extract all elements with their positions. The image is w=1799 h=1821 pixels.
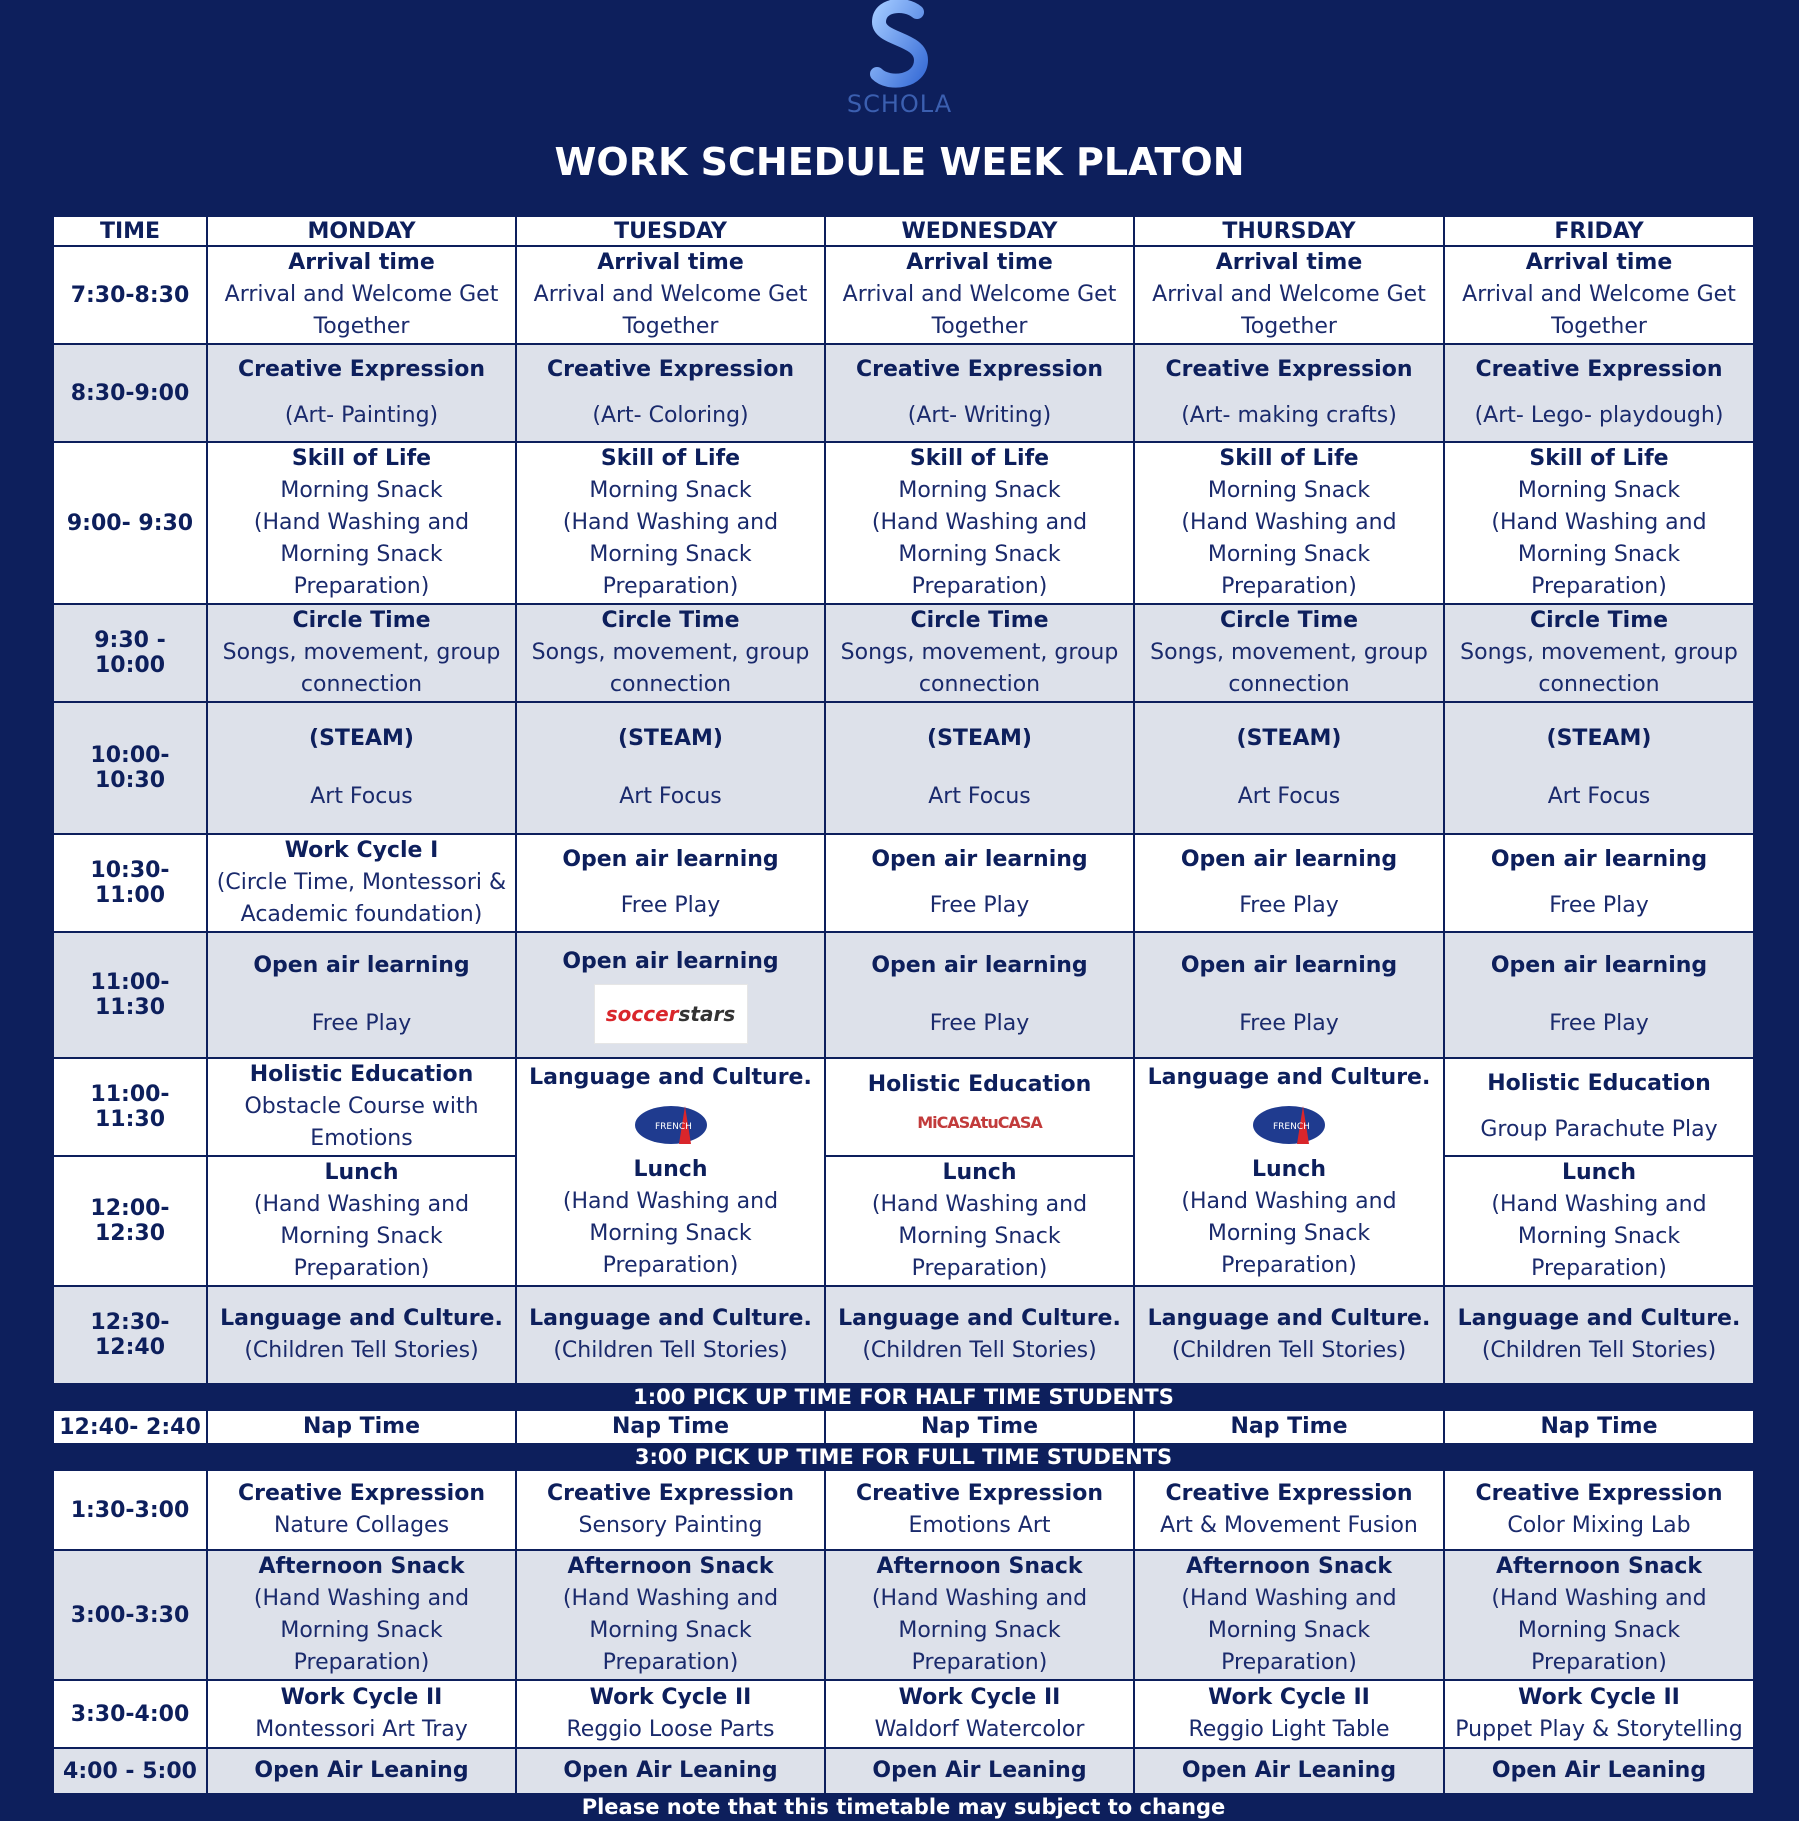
activity-title: Work Cycle II [1208,1685,1370,1710]
banner-full-time: 3:00 PICK UP TIME FOR FULL TIME STUDENTS [53,1444,1754,1470]
activity-cell [207,1748,516,1794]
activity-desc: (Children Tell Stories) [244,1338,479,1363]
activity-title: Afternoon Snack [876,1554,1083,1579]
activity-title: Creative Expression [547,357,794,382]
activity-desc: Sensory Painting [578,1513,763,1538]
time-cell: 10:00-10:30 [53,702,207,834]
activity-title: Holistic Education [249,1062,474,1087]
time-cell: 9:00- 9:30 [53,442,207,604]
activity-cell [516,834,825,932]
activity-cell [825,1550,1134,1680]
row-open-air-learning [53,932,1754,1058]
activity-cell [207,344,516,442]
activity-cell [1134,246,1444,344]
activity-cell [1134,702,1444,834]
time-cell: 7:30-8:30 [53,246,207,344]
activity-desc: (Hand Washing and Morning Snack Preparation) [871,1192,1088,1281]
activity-title: Nap Time [302,1414,421,1439]
activity-desc: (Hand Washing and Morning Snack Preparation) [562,510,779,599]
activity-desc: Reggio Light Table [1188,1717,1390,1742]
activity-cell [1134,1410,1444,1444]
activity-title: Afternoon Snack [1185,1554,1393,1579]
header-thursday: THURSDAY [1134,216,1444,246]
activity-desc: (Hand Washing and Morning Snack Preparation) [1181,510,1397,599]
row-steam [53,702,1754,834]
activity-title: Arrival time [906,250,1053,275]
activity-title: Language and Culture. [529,1065,812,1090]
activity-title: Nap Time [1230,1414,1348,1439]
activity-title: Open Air Leaning [254,1758,469,1783]
activity-cell [825,344,1134,442]
time-cell: 12:00-12:30 [53,1156,207,1286]
activity-desc: Songs, movement, group connection [1150,640,1428,697]
activity-cell [1134,344,1444,442]
activity-title: (STEAM) [1546,726,1652,751]
activity-desc: (Children Tell Stories) [862,1338,1097,1363]
activity-desc: Songs, movement, group connection [1460,640,1738,697]
row-circle-time [53,604,1754,702]
activity-desc: (Hand Washing and Morning Snack Preparation) [253,1192,470,1281]
activity-title: Circle Time [1529,608,1669,633]
activity-cell [1444,702,1754,834]
activity-cell [516,1550,825,1680]
activity-cell [207,246,516,344]
activity-desc: Art Focus [928,784,1031,809]
soccerstars-logo [594,984,748,1044]
activity-title: Arrival time [1215,250,1363,275]
activity-cell [825,246,1134,344]
activity-cell [825,1470,1134,1550]
footer-row [53,1794,1754,1820]
activity-title: Open air learning [1180,953,1398,978]
activity-desc: Arrival and Welcome Get Together [533,282,808,339]
activity-desc: Morning Snack [589,478,752,503]
activity-cell [1444,1470,1754,1550]
activity-cell [516,932,825,1058]
time-cell: 3:30-4:00 [53,1680,207,1748]
activity-title: Language and Culture. [838,1306,1121,1331]
banner-half-time: 1:00 PICK UP TIME FOR HALF TIME STUDENTS [53,1384,1754,1410]
activity-desc: Puppet Play & Storytelling [1455,1717,1743,1742]
activity-title: Open air learning [253,953,470,978]
logo-text-b: stars [678,1002,736,1026]
activity-desc: Reggio Loose Parts [566,1717,775,1742]
activity-desc: Art Focus [1547,784,1651,809]
time-cell: 11:00-11:30 [53,1058,207,1156]
activity-desc: Arrival and Welcome Get Together [1152,282,1426,339]
activity-cell [1134,1286,1444,1384]
activity-desc: Free Play [1549,893,1649,918]
activity-desc: Art Focus [1237,784,1341,809]
activity-title: Language and Culture. [1147,1306,1431,1331]
activity-title: Skill of Life [291,446,432,471]
activity-title: Work Cycle II [280,1685,443,1710]
activity-desc: (Hand Washing and Morning Snack Preparation) [871,510,1088,599]
activity-desc: (Hand Washing and Morning Snack Preparation) [562,1189,779,1278]
activity-cell [825,604,1134,702]
activity-cell [207,702,516,834]
time-cell: 4:00 - 5:00 [53,1748,207,1794]
activity-desc: Free Play [1549,1011,1649,1036]
activity-cell [1134,1058,1444,1286]
activity-desc: Morning Snack [280,478,443,503]
activity-desc: Free Play [1239,893,1339,918]
activity-cell [207,1058,516,1156]
activity-title: Work Cycle II [1518,1685,1680,1710]
logo-text-a: soccer [605,1002,679,1026]
activity-title: Afternoon Snack [1495,1554,1703,1579]
activity-title: Open Air Leaning [1491,1758,1707,1783]
activity-cell [516,246,825,344]
activity-title: Circle Time [910,608,1049,633]
activity-title: Nap Time [1540,1414,1658,1439]
activity-title: Creative Expression [547,1481,794,1506]
header-monday: MONDAY [207,216,516,246]
activity-desc: Morning Snack [898,478,1061,503]
activity-desc: (Children Tell Stories) [1481,1338,1717,1363]
activity-cell [825,1410,1134,1444]
footer-note: Please note that this timetable may subject to change [53,1794,1754,1820]
row-arrival [53,246,1754,344]
time-cell: 11:00-11:30 [53,932,207,1058]
activity-cell [1444,344,1754,442]
activity-title: Lunch [1251,1157,1327,1182]
banner-full-time-row [53,1444,1754,1470]
activity-desc: (Art- making crafts) [1181,403,1397,428]
time-cell: 8:30-9:00 [53,344,207,442]
activity-title: Open Air Leaning [563,1758,778,1783]
activity-cell [1444,246,1754,344]
activity-title: Circle Time [292,608,431,633]
activity-desc: Songs, movement, group connection [531,640,810,697]
activity-desc: Arrival and Welcome Get Together [842,282,1117,339]
activity-cell [1444,1156,1754,1286]
activity-title: Open air learning [1490,953,1708,978]
activity-desc: (Circle Time, Montessori & Academic foundation) [216,870,507,927]
activity-cell [825,702,1134,834]
activity-cell [825,932,1134,1058]
activity-desc: Free Play [620,893,721,918]
activity-cell [1444,932,1754,1058]
activity-cell [825,1748,1134,1794]
activity-cell [207,1470,516,1550]
activity-title: Lunch [1561,1160,1637,1185]
activity-title: Open air learning [871,847,1088,872]
activity-title: Afternoon Snack [258,1554,465,1579]
badge-text: FRENCH [1273,1122,1310,1132]
activity-cell [516,604,825,702]
activity-desc: (Art- Painting) [284,403,439,428]
time-cell: 12:40- 2:40 [53,1410,207,1444]
activity-desc: Arrival and Welcome Get Together [1462,282,1736,339]
activity-title: Circle Time [601,608,740,633]
activity-title: Arrival time [288,250,435,275]
schedule-table [52,215,1755,1821]
activity-cell [1134,932,1444,1058]
french-badge-icon [633,1100,709,1150]
activity-cell [516,1470,825,1550]
activity-title: Creative Expression [1165,357,1413,382]
activity-desc: Waldorf Watercolor [874,1717,1085,1742]
activity-desc: Free Play [311,1011,412,1036]
activity-title: Creative Expression [238,357,485,382]
time-cell: 12:30-12:40 [53,1286,207,1384]
activity-cell [1134,1748,1444,1794]
activity-cell [825,1680,1134,1748]
activity-desc: Free Play [929,893,1030,918]
activity-title: Language and Culture. [529,1306,812,1331]
activity-desc: (Children Tell Stories) [1171,1338,1407,1363]
time-cell: 9:30 - 10:00 [53,604,207,702]
activity-desc: (Art- Coloring) [592,403,749,428]
activity-cell [207,1680,516,1748]
header-wednesday: WEDNESDAY [825,216,1134,246]
time-cell: 1:30-3:00 [53,1470,207,1550]
header-row [53,216,1754,246]
activity-title: Creative Expression [856,1481,1103,1506]
row-language-culture [53,1286,1754,1384]
activity-desc: Art & Movement Fusion [1160,1513,1418,1538]
row-nap-time [53,1410,1754,1444]
activity-title: Creative Expression [1165,1481,1413,1506]
activity-desc: Art Focus [619,784,722,809]
activity-desc: Free Play [929,1011,1030,1036]
activity-cell [1444,1286,1754,1384]
activity-title: (STEAM) [1236,726,1342,751]
header-friday: FRIDAY [1444,216,1754,246]
activity-title: Holistic Education [867,1072,1092,1097]
activity-desc: Songs, movement, group connection [840,640,1119,697]
row-holistic-education [53,1058,1754,1156]
activity-cell [825,834,1134,932]
activity-desc: (Hand Washing and Morning Snack Preparation) [1491,510,1707,599]
activity-desc: Morning Snack [1517,478,1681,503]
activity-desc: (Hand Washing and Morning Snack Preparation) [253,1586,470,1675]
activity-desc: (Art- Writing) [907,403,1052,428]
activity-title: Skill of Life [909,446,1050,471]
activity-desc: (Hand Washing and Morning Snack Preparation) [253,510,470,599]
activity-title: Creative Expression [1475,1481,1723,1506]
activity-title: (STEAM) [927,726,1032,751]
activity-cell [1134,1550,1444,1680]
row-creative-expression [53,344,1754,442]
activity-cell [1134,1680,1444,1748]
activity-cell [1444,1410,1754,1444]
activity-title: Open Air Leaning [872,1758,1087,1783]
activity-desc: (Art- Lego- playdough) [1474,403,1724,428]
activity-cell [825,1156,1134,1286]
header-time: TIME [53,216,207,246]
activity-cell [207,442,516,604]
french-badge-icon [1251,1100,1327,1150]
row-open-air-leaning [53,1748,1754,1794]
activity-cell [516,702,825,834]
row-work-cycle-ii [53,1680,1754,1748]
activity-title: Skill of Life [1219,446,1359,471]
activity-cell [825,1286,1134,1384]
activity-cell [825,442,1134,604]
activity-title: Arrival time [1525,250,1673,275]
activity-desc: (Children Tell Stories) [553,1338,788,1363]
activity-cell [516,1410,825,1444]
activity-title: Lunch [942,1160,1017,1185]
row-skill-of-life [53,442,1754,604]
activity-desc: Montessori Art Tray [255,1717,468,1742]
time-cell: 10:30-11:00 [53,834,207,932]
activity-cell [1444,1550,1754,1680]
activity-title: Nap Time [611,1414,730,1439]
time-cell: 3:00-3:30 [53,1550,207,1680]
activity-title: Open Air Leaning [1181,1758,1397,1783]
activity-desc: Arrival and Welcome Get Together [224,282,499,339]
activity-title: Language and Culture. [1147,1065,1431,1090]
activity-title: Nap Time [920,1414,1039,1439]
activity-title: (STEAM) [618,726,723,751]
activity-cell [207,834,516,932]
activity-cell [207,1286,516,1384]
activity-title: Open air learning [1180,847,1398,872]
activity-title: Holistic Education [1487,1071,1711,1096]
activity-desc: Color Mixing Lab [1507,1513,1691,1538]
activity-desc: (Hand Washing and Morning Snack Preparation) [1181,1189,1397,1278]
activity-title: Skill of Life [1529,446,1669,471]
activity-title: Open air learning [562,949,779,974]
activity-desc: Songs, movement, group connection [222,640,501,697]
row-work-cycle-i [53,834,1754,932]
activity-title: Work Cycle I [284,838,439,863]
activity-cell [207,1410,516,1444]
activity-desc: Nature Collages [273,1513,450,1538]
activity-cell [1444,1058,1754,1156]
activity-desc: (Hand Washing and Morning Snack Preparation) [871,1586,1088,1675]
activity-title: Skill of Life [600,446,741,471]
activity-cell [516,1058,825,1286]
activity-cell [1444,1680,1754,1748]
activity-desc: Art Focus [310,784,413,809]
activity-title: Creative Expression [238,1481,485,1506]
activity-cell [207,1550,516,1680]
activity-cell [516,1286,825,1384]
activity-title: Language and Culture. [1457,1306,1741,1331]
banner-half-time-row [53,1384,1754,1410]
activity-cell [1444,442,1754,604]
activity-title: Creative Expression [1475,357,1723,382]
activity-title: Lunch [633,1157,708,1182]
schola-logo [0,0,1799,118]
activity-cell [1134,442,1444,604]
logo-text: SCHOLA [846,90,953,118]
micasa-logo: MiCASAtuCASA [917,1113,1042,1132]
page-title: WORK SCHEDULE WEEK PLATON [554,140,1245,184]
activity-desc: (Hand Washing and Morning Snack Preparation) [1491,1192,1707,1281]
activity-cell [1444,1748,1754,1794]
activity-desc: Obstacle Course with Emotions [244,1094,479,1151]
activity-title: Afternoon Snack [567,1554,774,1579]
activity-cell [516,1748,825,1794]
row-lunch [53,1156,1754,1286]
activity-desc: (Hand Washing and Morning Snack Preparation) [1181,1586,1397,1675]
activity-title: Language and Culture. [220,1306,503,1331]
activity-title: Work Cycle II [898,1685,1061,1710]
activity-cell [207,604,516,702]
activity-cell [516,1680,825,1748]
activity-desc: (Hand Washing and Morning Snack Preparation) [1491,1586,1707,1675]
activity-desc: Free Play [1239,1011,1339,1036]
activity-cell [1134,834,1444,932]
row-afternoon-creative [53,1470,1754,1550]
badge-text: FRENCH [654,1122,692,1132]
activity-title: Open air learning [1490,847,1708,872]
activity-cell [516,344,825,442]
activity-cell [1134,1470,1444,1550]
activity-cell [207,932,516,1058]
activity-cell [207,1156,516,1286]
activity-desc: Morning Snack [1207,478,1371,503]
header-tuesday: TUESDAY [516,216,825,246]
activity-cell [1444,834,1754,932]
activity-cell [516,442,825,604]
activity-desc: Group Parachute Play [1480,1117,1718,1142]
activity-cell [825,1058,1134,1156]
activity-cell [1134,604,1444,702]
row-afternoon-snack [53,1550,1754,1680]
activity-title: Open air learning [871,953,1088,978]
activity-title: Open air learning [562,847,779,872]
activity-title: Work Cycle II [589,1685,752,1710]
activity-title: Lunch [324,1160,399,1185]
activity-title: Circle Time [1219,608,1359,633]
activity-title: Creative Expression [856,357,1103,382]
activity-desc: (Hand Washing and Morning Snack Preparation) [562,1586,779,1675]
activity-title: Arrival time [597,250,744,275]
activity-desc: Emotions Art [908,1513,1051,1538]
activity-title: (STEAM) [309,726,414,751]
activity-cell [1444,604,1754,702]
schola-s-icon [865,0,935,90]
